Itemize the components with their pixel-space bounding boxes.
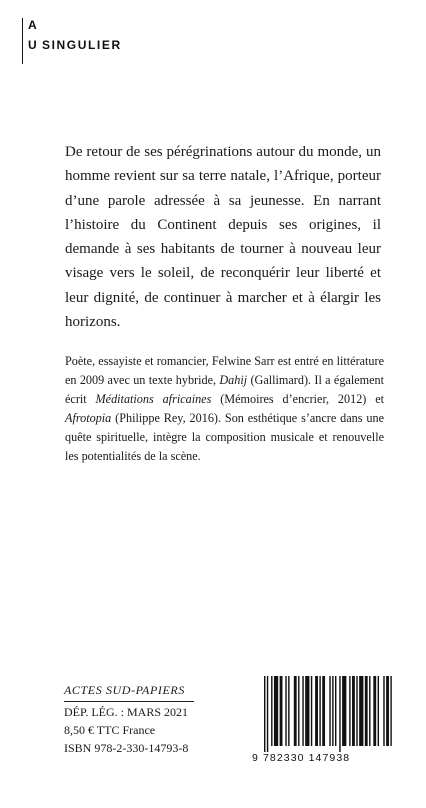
bio-text-4: (Philippe Rey, 2016). Son esthétique s’ancre dans une quête spirituelle, intègre la composition musicale et renouvelle les potentialités de la scène. xyxy=(65,411,384,463)
publisher-name: ACTES SUD-PAPIERS xyxy=(64,683,185,697)
author-bio xyxy=(65,352,384,466)
bio-text-3: (Mémoires d’encrier, 2012) et xyxy=(211,392,385,406)
bio-title-afrotopia: Afrotopia xyxy=(65,411,112,425)
legal-deposit: DÉP. LÉG. : MARS 2021 xyxy=(64,705,189,719)
isbn: ISBN 978-2-330-14793-8 xyxy=(64,741,189,755)
bio-title-meditations: Méditations africaines xyxy=(95,392,212,406)
barcode-bars xyxy=(264,676,394,752)
collection-letter-u: U xyxy=(28,38,38,52)
bio-text-1: Poète, essayiste et romancier, Felwine Sarr est entré en littérature en 2009 avec un texte hybride, xyxy=(65,354,384,387)
publisher-underline xyxy=(64,701,194,702)
blurb-paragraph: De retour de ses pérégrinations autour du monde, un homme revient sur sa terre natale, l’Afrique, porteur d’une parole adressée à sa jeunesse. En narrant l’histoire du Continent depuis ses origines, il demande à ses habitants de tourner à nouveau leur visage vers le soleil, de reconquérir leur liberté et leur dignité, de continuer à marcher et à élargir les horizons. xyxy=(65,144,381,331)
collection-name: SINGULIER xyxy=(42,38,122,52)
bio-text-2: (Gallimard). Il a également écrit xyxy=(65,373,384,406)
barcode-digits: 9 782330 147938 xyxy=(252,752,351,764)
price: 8,50 € TTC France xyxy=(64,723,156,737)
bio-title-dahij: Dahij xyxy=(219,373,248,387)
collection-letter-a: A xyxy=(28,18,38,32)
collection-rule xyxy=(22,18,23,64)
